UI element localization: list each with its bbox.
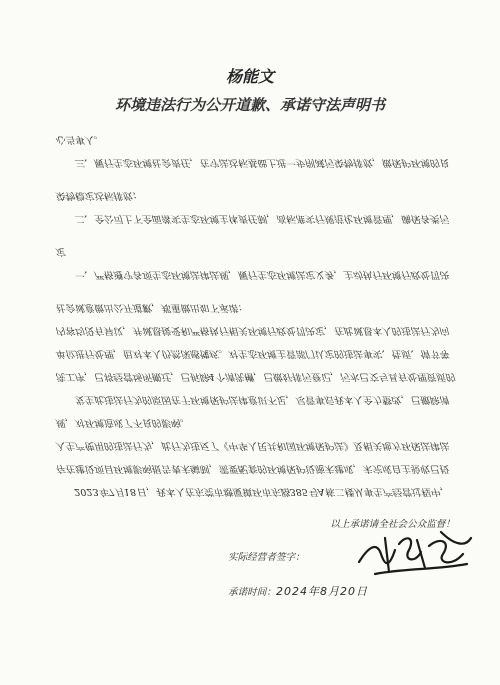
- closing-line: 以上承诺请全社会公众监督！: [330, 519, 455, 530]
- signer-label: 实际经营者签字：: [228, 552, 305, 563]
- document-subtitle: 环境违法行为公开道歉、承诺守法声明书: [114, 96, 385, 114]
- handwritten-signature: [355, 524, 475, 584]
- pledge-item-2: 二、全公司上下全面落实生态环境主体责任制，高标准实行规范化环境管理，确保各类污染物稳定达标排放；: [55, 190, 449, 224]
- date-value: 2024年8月20日: [275, 585, 368, 598]
- paragraph-reason: 发生此违法行为的原因在于环境保护法律意识不足，尽管事后我本人全力整改，已撤除清洗工序，已将经营场所搬迁，已拆除4个清洗槽，已做好排污登记，污水已交与具有处理资质的单位进行处理，但对本人仍然深感愧疚。对生态环境主管部门认定的违法事实、性质、情节等内容均没有异议，并诚恳接受和严格执行相关环境行政处罚决定，在此诚恳本人的违法行为向社会诚意做出公开道歉，郑重做出如下承诺：: [55, 302, 455, 405]
- document-title: 杨能文: [225, 67, 274, 86]
- pledge-date: [228, 583, 368, 599]
- date-label: 承诺时间：: [228, 587, 276, 598]
- statement-body: [55, 128, 455, 503]
- paragraph-facts: 2023年7月18日，我本人在东莞市塘厦镇环市东路385号A栋二楼从事生产经营过程中，存在建设项目环境影响报告表未编制，需要配套的环境保护设施未建成，未完成自主验收已投入生产使用的违法行为，此行为违反了《中华人民共和国环境保护法》及相关地方环保法律法规，对环境造成了不良的影响。: [55, 417, 450, 497]
- pledge-item-1: 一、严格遵守各项生态环境法律法规，履行生态环境法定义务，主动执行环境行政处罚决定: [55, 246, 449, 280]
- pledge-item-3: 三、履行生态环境社会责任，在守法达标基础上进一步削减污染物排放，做保护环境的良心当事人。: [55, 134, 449, 168]
